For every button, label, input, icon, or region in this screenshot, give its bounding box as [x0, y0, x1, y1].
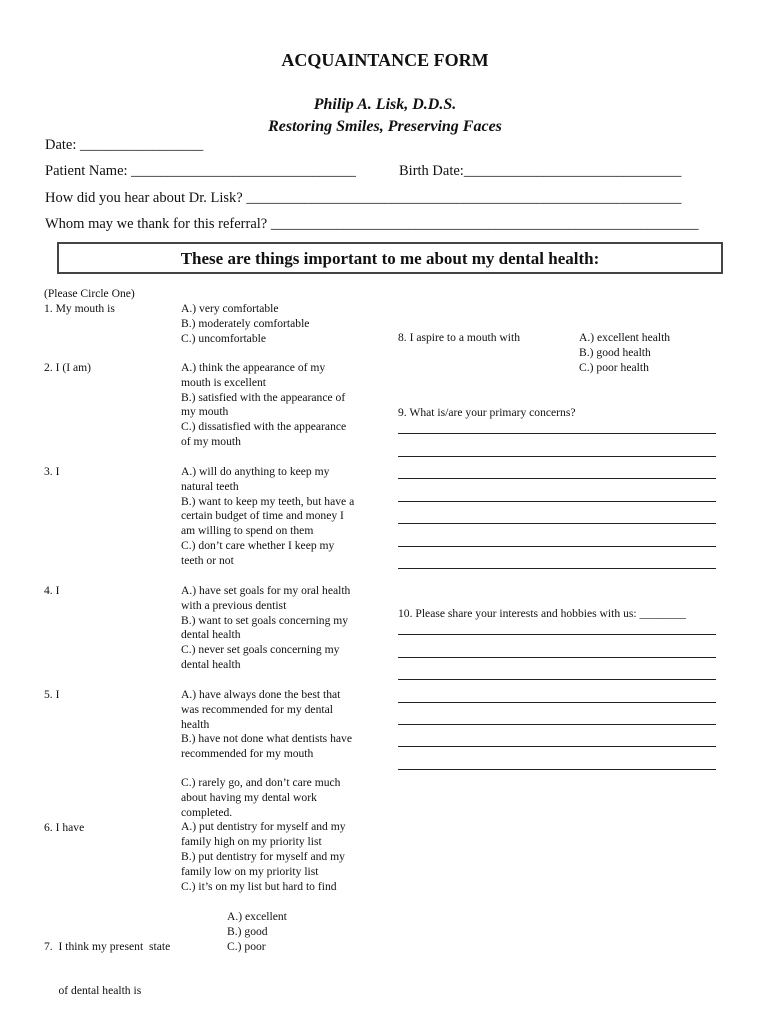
option-line[interactable]: family low on my priority list	[181, 864, 319, 878]
question-3-label: 3. I	[44, 465, 60, 478]
answer-line[interactable]	[398, 724, 716, 725]
option-line[interactable]: dental health	[181, 628, 241, 642]
question-4-label: 4. I	[44, 584, 60, 597]
option-line[interactable]: B.) good health	[579, 345, 651, 359]
instructions-text: (Please Circle One)	[44, 287, 135, 300]
question-8-label: 8. I aspire to a mouth with	[398, 331, 521, 344]
answer-line[interactable]	[398, 568, 716, 569]
answer-line[interactable]	[398, 746, 716, 747]
question-6-options[interactable]	[181, 776, 346, 894]
answer-line[interactable]	[398, 679, 716, 680]
referral-field[interactable]: Whom may we thank for this referral? ___________________________________________________________	[45, 216, 699, 232]
option-line[interactable]: family high on my priority list	[181, 835, 322, 849]
option-line[interactable]: B.) good	[227, 924, 268, 938]
option-line[interactable]: about having my dental work	[181, 790, 317, 804]
question-7-label-line: of dental health is	[44, 983, 142, 997]
hear-about-field[interactable]: How did you hear about Dr. Lisk? ____________________________________________________________	[45, 190, 682, 206]
option-line[interactable]: dental health	[181, 657, 241, 671]
option-line[interactable]: am willing to spend on them	[181, 524, 314, 538]
question-1-label: 1. My mouth is	[44, 302, 115, 315]
question-10-label: 10. Please share your interests and hobbies with us: ________	[398, 607, 686, 620]
practice-tagline: Restoring Smiles, Preserving Faces	[268, 118, 502, 135]
option-line[interactable]: B.) want to keep my teeth, but have a	[181, 494, 355, 508]
birth-date-field[interactable]: Birth Date:______________________________	[399, 163, 682, 179]
answer-line[interactable]	[398, 634, 716, 635]
question-5-options[interactable]	[181, 688, 352, 762]
option-line[interactable]: A.) excellent health	[579, 331, 671, 344]
option-line[interactable]: my mouth	[181, 405, 229, 419]
option-line[interactable]: natural teeth	[181, 479, 239, 493]
option-line[interactable]: C.) don’t care whether I keep my	[181, 538, 335, 552]
option-line[interactable]: A.) have set goals for my oral health	[181, 584, 351, 597]
option-line[interactable]: B.) satisfied with the appearance of	[181, 390, 346, 404]
option-line[interactable]: teeth or not	[181, 553, 234, 567]
option-line[interactable]: C.) dissatisfied with the appearance	[181, 420, 347, 434]
question-7-label-line: 7. I think my present state	[44, 939, 171, 953]
option-line[interactable]: C.) rarely go, and don’t care much	[181, 776, 341, 789]
question-3-options[interactable]	[181, 465, 354, 569]
doctor-name: Philip A. Lisk, D.D.S.	[313, 96, 457, 113]
option-line[interactable]: A.) will do anything to keep my	[181, 465, 330, 478]
option-line[interactable]: mouth is excellent	[181, 375, 267, 389]
option-line[interactable]: C.) poor health	[579, 360, 649, 374]
option-line[interactable]: A.) excellent	[227, 910, 287, 923]
question-5-label: 5. I	[44, 688, 60, 701]
patient-name-field[interactable]: Patient Name: _______________________________	[45, 163, 356, 179]
question-6-label: 6. I have	[44, 821, 85, 834]
option-line[interactable]: B.) moderately comfortable	[181, 316, 310, 330]
option-line[interactable]: of my mouth	[181, 434, 241, 448]
answer-line[interactable]	[398, 769, 716, 770]
answer-line[interactable]	[398, 433, 716, 434]
option-line[interactable]: was recommended for my dental	[181, 702, 333, 716]
answer-line[interactable]	[398, 501, 716, 502]
answer-line[interactable]	[398, 546, 716, 547]
answer-line[interactable]	[398, 478, 716, 479]
question-2-label: 2. I (I am)	[44, 361, 91, 374]
option-line[interactable]: with a previous dentist	[181, 598, 287, 612]
option-line[interactable]: C.) poor	[227, 939, 266, 953]
form-title: ACQUAINTANCE FORM	[281, 50, 489, 70]
option-line[interactable]: C.) it’s on my list but hard to find	[181, 879, 337, 893]
answer-line[interactable]	[398, 456, 716, 457]
date-field[interactable]: Date: _________________	[45, 137, 204, 153]
option-line[interactable]: B.) have not done what dentists have	[181, 732, 352, 746]
option-line[interactable]: A.) have always done the best that	[181, 688, 341, 701]
answer-line[interactable]	[398, 702, 716, 703]
option-line[interactable]: A.) very comfortable	[181, 302, 279, 315]
question-9-label: 9. What is/are your primary concerns?	[398, 406, 576, 419]
answer-line[interactable]	[398, 657, 716, 658]
option-line[interactable]: C.) never set goals concerning my	[181, 643, 340, 657]
question-4-options[interactable]	[181, 584, 350, 673]
option-line[interactable]: certain budget of time and money I	[181, 509, 344, 523]
option-line[interactable]: B.) put dentistry for myself and my	[181, 849, 345, 863]
section-heading-box	[57, 242, 723, 274]
question-8-options[interactable]	[579, 331, 670, 375]
question-7-label	[44, 910, 170, 1014]
question-1-options[interactable]	[181, 302, 309, 346]
section-heading: These are things important to me about my dental health:	[180, 249, 600, 268]
option-line[interactable]: completed.	[181, 805, 233, 819]
option-line[interactable]: C.) uncomfortable	[181, 331, 266, 345]
question-2-options[interactable]	[181, 361, 346, 450]
option-line[interactable]: A.) think the appearance of my	[181, 361, 326, 374]
option-line[interactable]: health	[181, 717, 210, 731]
option-line[interactable]: recommended for my mouth	[181, 747, 314, 761]
question-7-options[interactable]	[227, 910, 287, 954]
answer-line[interactable]	[398, 523, 716, 524]
option-line[interactable]: B.) want to set goals concerning my	[181, 613, 349, 627]
option-line[interactable]: A.) put dentistry for myself and my	[181, 820, 346, 834]
